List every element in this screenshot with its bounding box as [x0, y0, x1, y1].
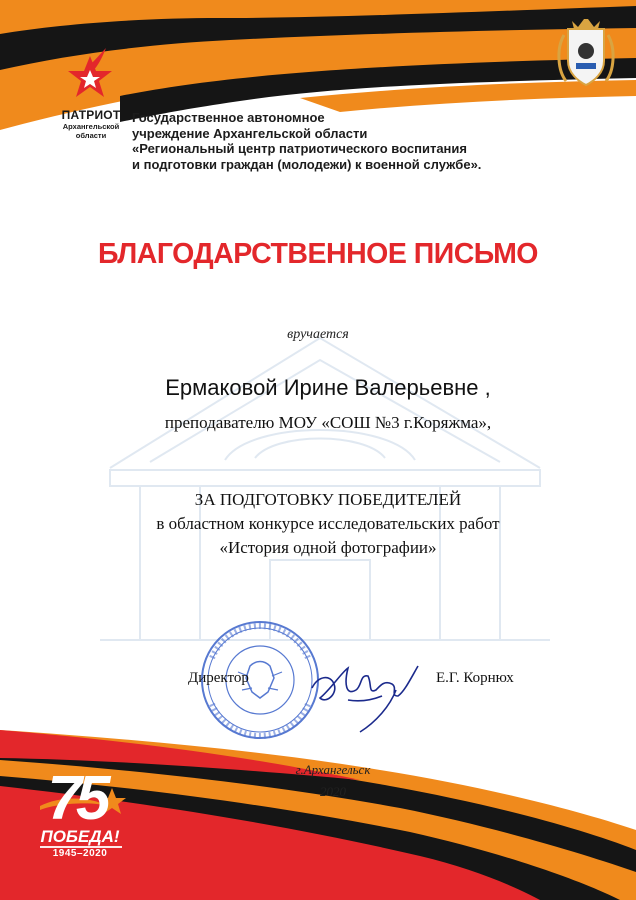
- issue-year: 2020: [320, 784, 346, 799]
- anniversary-number: 75: [47, 764, 105, 833]
- anniversary-word: ПОБЕДА!: [40, 827, 120, 846]
- logo-region-line: Архангельской: [62, 122, 120, 131]
- director-signature: [312, 666, 418, 732]
- recipient-name: Ермаковой Ирине Валерьевне ,: [165, 375, 491, 400]
- organization-line: и подготовки граждан (молодежи) к военной службе».: [132, 156, 482, 172]
- recipient-role: преподавателю МОУ «СОШ №3 г.Коряжма»,: [164, 413, 492, 432]
- logo-region-line: области: [75, 131, 107, 140]
- organization-line: «Региональный центр патриотического воспитания: [132, 141, 467, 156]
- logo-brand: ПАТРИОТ: [61, 108, 121, 122]
- organization-line: учреждение Архангельской области: [132, 125, 368, 141]
- award-reason: [0, 488, 636, 560]
- award-reason-line: в областном конкурсе исследовательских работ: [156, 514, 500, 533]
- issue-city: г.Архангельск: [295, 762, 371, 777]
- signatory-name: Е.Г. Корнюх: [436, 670, 514, 686]
- given-to-label: вручается: [287, 327, 349, 342]
- signatory-position: Директор: [188, 670, 249, 686]
- anniversary-years: 1945–2020: [52, 848, 108, 859]
- organization-line: Государственное автономное: [132, 110, 325, 125]
- award-reason-line: «История одной фотографии»: [219, 538, 437, 557]
- organization-name: [132, 110, 602, 172]
- document-title: БЛАГОДАРСТВЕННОЕ ПИСЬМО: [98, 238, 538, 270]
- logo-region: [56, 122, 126, 140]
- award-reason-line: ЗА ПОДГОТОВКУ ПОБЕДИТЕЛЕЙ: [194, 490, 462, 509]
